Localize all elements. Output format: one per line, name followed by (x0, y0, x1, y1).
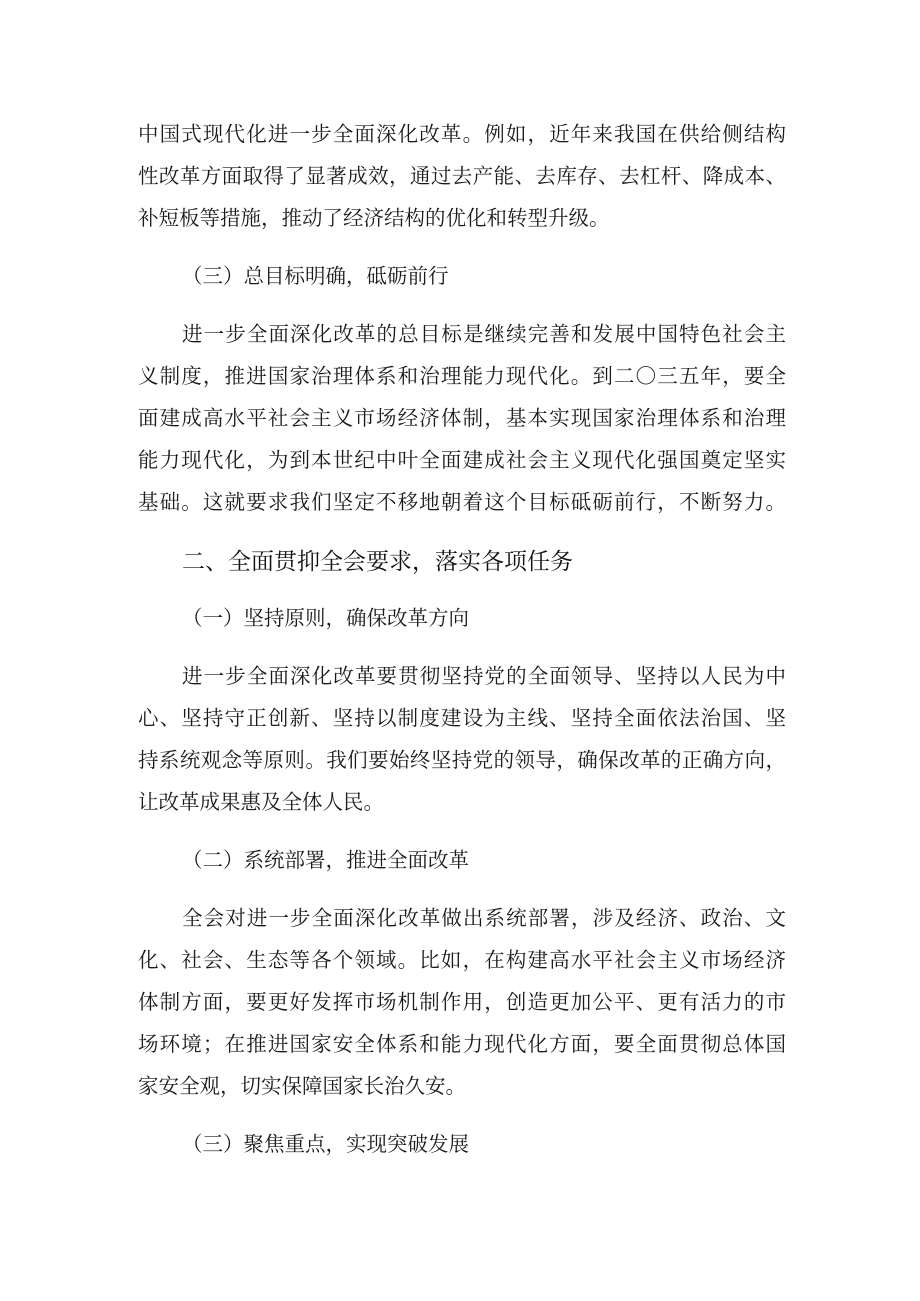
paragraph-line: 进一步全面深化改革的总目标是继续完善和发展中国特色社会主 (182, 322, 786, 346)
paragraph-line: 进一步全面深化改革要贯彻坚持党的全面领导、坚持以人民为中 (182, 664, 786, 688)
paragraph-line: 体制方面，要更好发挥市场机制作用，创造更加公平、更有活力的市 (138, 990, 786, 1014)
paragraph-line: 让改革成果惠及全体人民。 (138, 790, 384, 814)
subheading: （三）总目标明确，砥砺前行 (182, 264, 449, 288)
paragraph-line: 家安全观，切实保障国家长治久安。 (138, 1074, 466, 1098)
paragraph-line: 中国式现代化进一步全面深化改革。例如，近年来我国在供给侧结构 (138, 122, 786, 146)
subheading: （一）坚持原则，确保改革方向 (182, 606, 469, 630)
paragraph-line: 化、社会、生态等各个领域。比如，在构建高水平社会主义市场经济 (138, 948, 786, 972)
paragraph-line: 心、坚持守正创新、坚持以制度建设为主线、坚持全面依法治国、坚 (138, 706, 786, 730)
paragraph-line: 能力现代化，为到本世纪中叶全面建成社会主义现代化强国奠定坚实 (138, 448, 786, 472)
subheading: （三）聚焦重点，实现突破发展 (182, 1132, 469, 1156)
paragraph-line: 性改革方面取得了显著成效，通过去产能、去库存、去杠杆、降成本、 (138, 164, 786, 188)
paragraph-line: 持系统观念等原则。我们要始终坚持党的领导，确保改革的正确方向， (138, 748, 786, 772)
paragraph-line: 面建成高水平社会主义市场经济体制，基本实现国家治理体系和治理 (138, 406, 786, 430)
subheading: （二）系统部署，推进全面改革 (182, 848, 469, 872)
paragraph-line: 全会对进一步全面深化改革做出系统部署，涉及经济、政治、文 (182, 906, 786, 930)
paragraph-line: 基础。这就要求我们坚定不移地朝着这个目标砥砺前行，不断努力。 (138, 490, 786, 514)
section-heading: 二、全面贯抑全会要求，落实各项任务 (182, 549, 573, 575)
paragraph-line: 场环境；在推进国家安全体系和能力现代化方面，要全面贯彻总体国 (138, 1032, 786, 1056)
paragraph-line: 义制度，推进国家治理体系和治理能力现代化。到二〇三五年，要全 (138, 364, 786, 388)
paragraph-line: 补短板等措施，推动了经济结构的优化和转型升级。 (138, 206, 610, 230)
